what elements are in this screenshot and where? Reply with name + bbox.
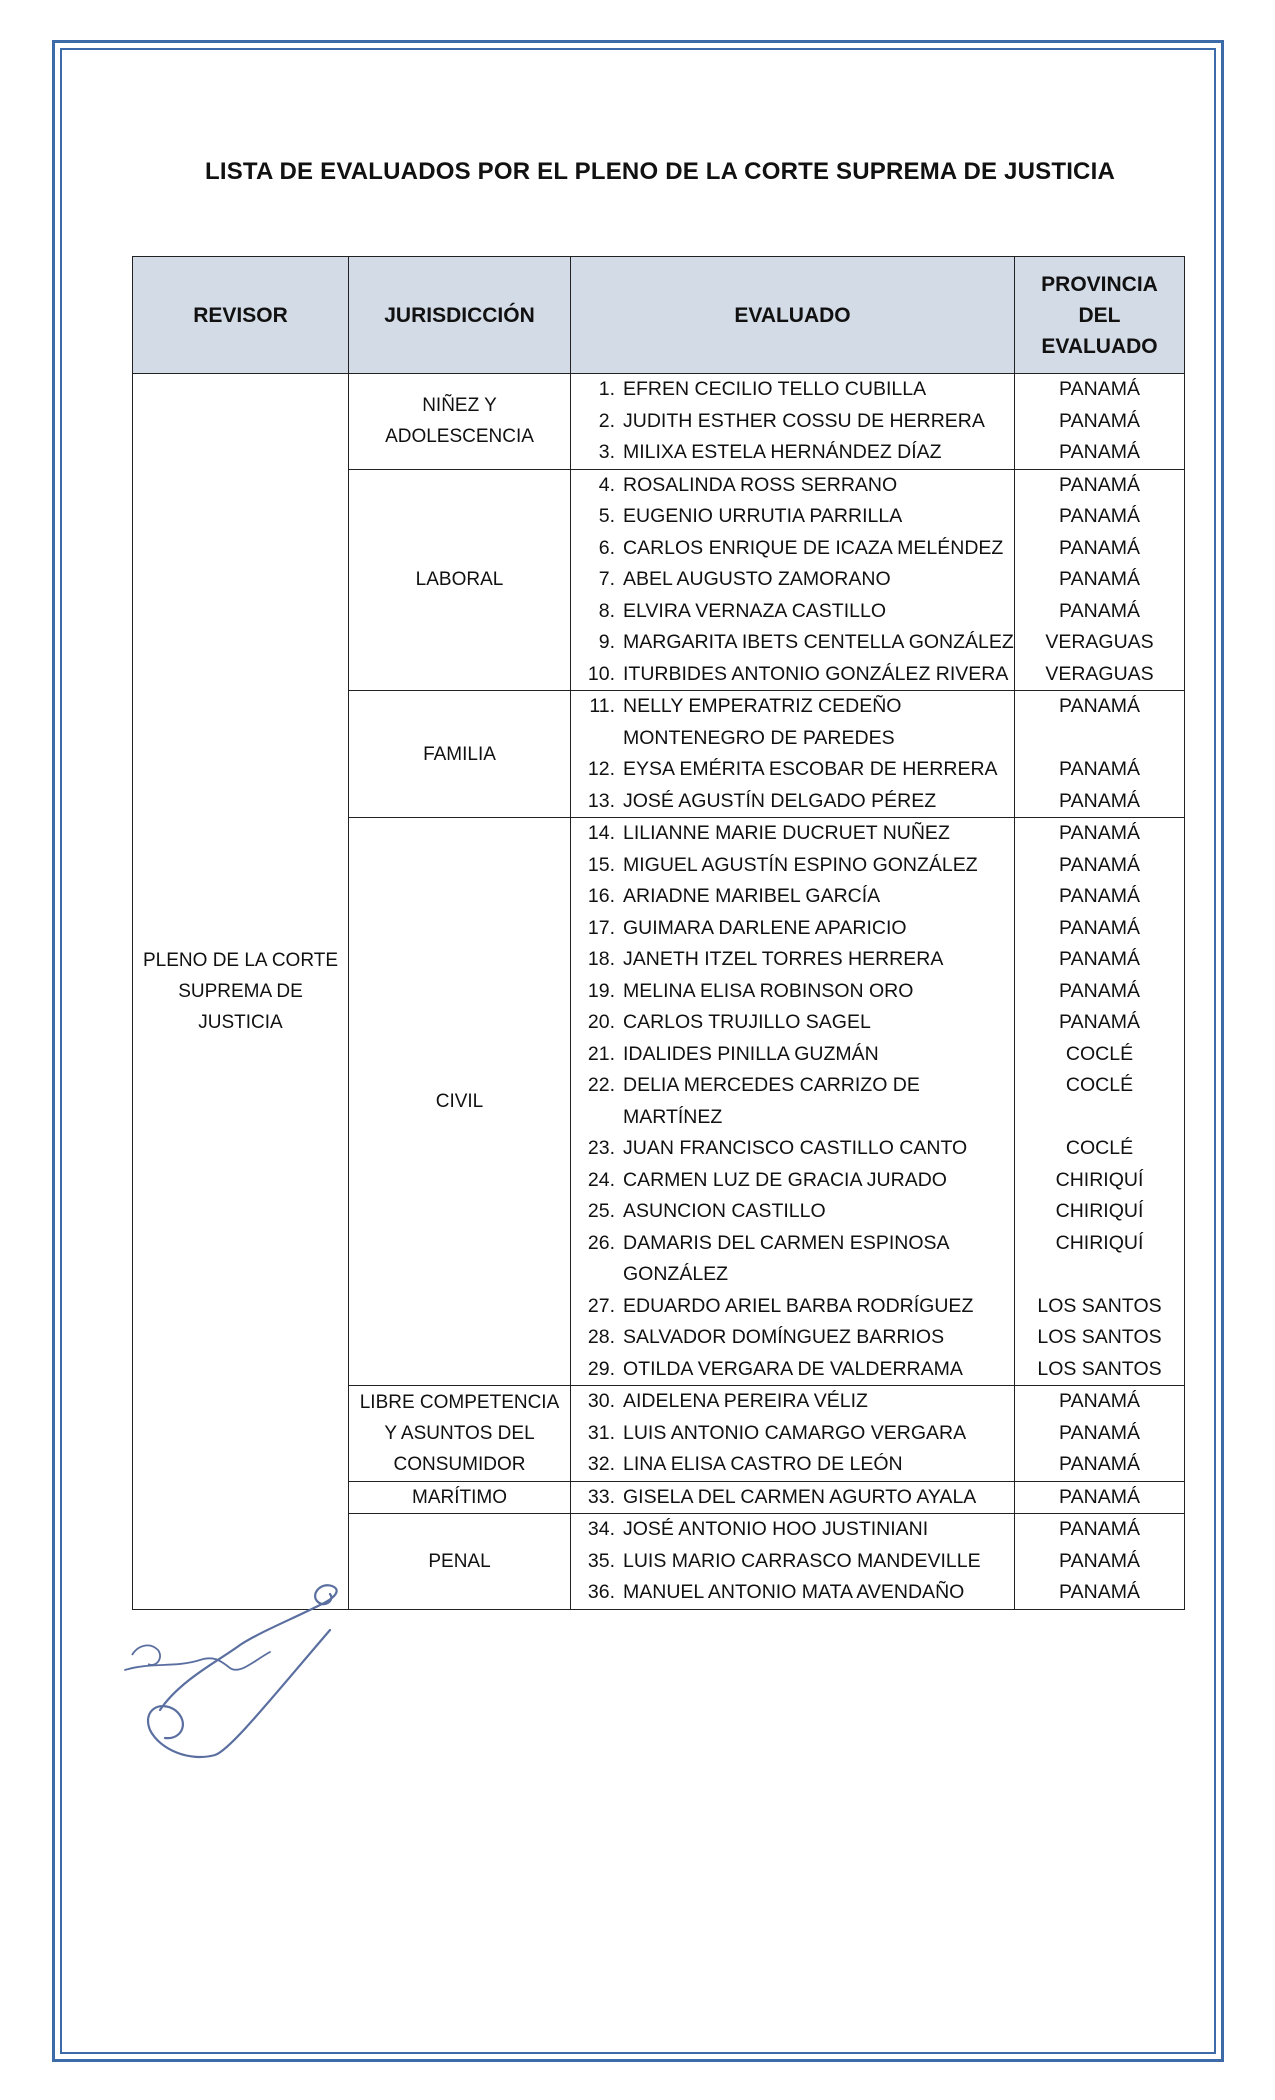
evaluado-number: 10. xyxy=(587,662,615,685)
provincia-value: CHIRIQUÍ xyxy=(1055,1231,1144,1254)
evaluado-name: LUIS ANTONIO CAMARGO VERGARA xyxy=(623,1421,967,1444)
evaluado-number: 36. xyxy=(587,1581,615,1603)
provincia-value: PANAMÁ xyxy=(1059,695,1140,717)
jurisdiccion-line: CIVIL xyxy=(435,1091,484,1112)
provincia-value: PANAMÁ xyxy=(1059,378,1140,400)
provincia-value: PANAMÁ xyxy=(1059,473,1140,496)
evaluado-name: ELVIRA VERNAZA CASTILLO xyxy=(623,599,886,622)
provincia-value: VERAGUAS xyxy=(1045,631,1154,653)
provincia-value: PANAMÁ xyxy=(1059,568,1140,590)
evaluado-row xyxy=(571,627,1014,659)
evaluado-number: 25. xyxy=(587,1200,615,1222)
revisor-cell xyxy=(133,374,349,1610)
evaluado-row xyxy=(571,1039,1014,1071)
provincia-value: PANAMÁ xyxy=(1059,441,1140,463)
provincia-value xyxy=(1015,1259,1184,1291)
evaluado-name: CARMEN LUZ DE GRACIA JURADO xyxy=(623,1168,947,1191)
jurisdiccion-line: LIBRE COMPETENCIA xyxy=(359,1391,560,1413)
evaluado-row xyxy=(571,754,1014,786)
evaluado-row xyxy=(571,1070,1014,1102)
provincias-cell xyxy=(1015,1386,1185,1482)
evaluado-name: IDALIDES PINILLA GUZMÁN xyxy=(623,1042,879,1065)
evaluado-name: MELINA ELISA ROBINSON ORO xyxy=(623,979,914,1002)
evaluado-name: NELLY EMPERATRIZ CEDEÑO xyxy=(623,695,902,717)
provincia-value: CHIRIQUÍ xyxy=(1055,1168,1144,1191)
header-provincia-line: DEL xyxy=(1078,303,1121,327)
evaluado-name: GUIMARA DARLENE APARICIO xyxy=(623,916,907,939)
evaluado-row xyxy=(571,1259,1014,1291)
evaluado-row xyxy=(571,1196,1014,1228)
provincia-value: PANAMÁ xyxy=(1059,1011,1140,1033)
provincias-cell xyxy=(1015,818,1185,1386)
evaluado-number: 22. xyxy=(587,1074,615,1096)
evaluado-row xyxy=(571,437,1014,469)
evaluado-number: 2. xyxy=(598,409,615,432)
evaluado-name: CARLOS ENRIQUE DE ICAZA MELÉNDEZ xyxy=(623,536,1004,559)
provincias-cell xyxy=(1015,469,1185,691)
provincia-value: PANAMÁ xyxy=(1059,885,1140,907)
evaluados-cell xyxy=(571,691,1015,818)
provincia-value: PANAMÁ xyxy=(1059,789,1140,812)
header-evaluado: EVALUADO xyxy=(571,257,1015,374)
jurisdiccion-cell xyxy=(349,1481,571,1514)
header-revisor: REVISOR xyxy=(133,257,349,374)
provincia-value: CHIRIQUÍ xyxy=(1055,1200,1144,1222)
provincia-value: COCLÉ xyxy=(1065,1042,1134,1065)
evaluado-row xyxy=(571,564,1014,596)
provincia-value: PANAMÁ xyxy=(1059,916,1140,939)
evaluado-number xyxy=(571,1259,623,1291)
provincia-value xyxy=(1015,723,1184,755)
evaluado-row xyxy=(571,1354,1014,1386)
evaluado-number: 8. xyxy=(598,599,615,622)
evaluado-number xyxy=(571,723,623,755)
provincia-value: LOS SANTOS xyxy=(1037,1294,1162,1317)
evaluado-number: 12. xyxy=(587,758,615,780)
provincia-value: PANAMÁ xyxy=(1059,505,1140,527)
evaluado-number: 30. xyxy=(587,1390,615,1412)
header-jurisdiccion: JURISDICCIÓN xyxy=(349,257,571,374)
evaluado-row xyxy=(571,850,1014,882)
evaluado-name: JOSÉ ANTONIO HOO JUSTINIANI xyxy=(623,1518,929,1540)
evaluados-cell xyxy=(571,818,1015,1386)
jurisdiccion-cell xyxy=(349,374,571,470)
evaluado-row xyxy=(571,501,1014,533)
evaluado-name: JUAN FRANCISCO CASTILLO CANTO xyxy=(623,1137,968,1159)
document-title: LISTA DE EVALUADOS POR EL PLENO DE LA CORTE SUPREMA DE JUSTICIA xyxy=(204,158,1115,185)
evaluado-number: 28. xyxy=(587,1326,615,1348)
jurisdiccion-cell xyxy=(349,818,571,1386)
provincias-cell xyxy=(1015,374,1185,470)
evaluado-name: DAMARIS DEL CARMEN ESPINOSA xyxy=(623,1231,950,1254)
provincia-value: PANAMÁ xyxy=(1059,822,1140,844)
evaluado-number: 13. xyxy=(587,789,615,812)
evaluado-name: SALVADOR DOMÍNGUEZ BARRIOS xyxy=(623,1326,945,1348)
evaluado-number: 3. xyxy=(598,441,615,463)
revisor-line: JUSTICIA xyxy=(198,1011,283,1033)
evaluados-cell xyxy=(571,1514,1015,1610)
provincia-value: PANAMÁ xyxy=(1059,758,1140,780)
jurisdiccion-line: Y ASUNTOS DEL xyxy=(384,1422,535,1444)
provincias-cell xyxy=(1015,691,1185,818)
jurisdiccion-line: MARÍTIMO xyxy=(412,1486,507,1508)
evaluados-cell xyxy=(571,374,1015,470)
evaluado-row xyxy=(571,1007,1014,1039)
provincias-cell xyxy=(1015,1514,1185,1610)
evaluado-row xyxy=(571,406,1014,438)
table-row xyxy=(133,374,1185,470)
provincia-value: PANAMÁ xyxy=(1059,599,1140,622)
evaluado-number: 26. xyxy=(587,1231,615,1254)
evaluado-name: ITURBIDES ANTONIO GONZÁLEZ RIVERA xyxy=(623,662,1009,685)
evaluado-row xyxy=(571,976,1014,1008)
provincia-value: PANAMÁ xyxy=(1059,409,1140,432)
revisor-line: SUPREMA DE xyxy=(178,980,303,1002)
evaluado-name: MONTENEGRO DE PAREDES xyxy=(623,726,895,749)
evaluado-name: EYSA EMÉRITA ESCOBAR DE HERRERA xyxy=(623,758,998,780)
evaluado-row xyxy=(571,1228,1014,1260)
evaluado-number: 5. xyxy=(598,505,615,527)
evaluado-number: 34. xyxy=(587,1518,615,1540)
evaluados-cell xyxy=(571,1481,1015,1514)
provincia-value: COCLÉ xyxy=(1065,1137,1134,1159)
evaluado-name: JANETH ITZEL TORRES HERRERA xyxy=(623,948,944,970)
evaluado-name: ASUNCION CASTILLO xyxy=(623,1200,826,1222)
evaluado-name: LINA ELISA CASTRO DE LEÓN xyxy=(623,1453,903,1475)
evaluado-number: 32. xyxy=(587,1453,615,1475)
provincia-value: PANAMÁ xyxy=(1059,1485,1140,1508)
header-provincia-line: EVALUADO xyxy=(1041,334,1158,358)
evaluado-row xyxy=(571,1322,1014,1354)
evaluado-number: 1. xyxy=(598,378,615,400)
evaluado-row xyxy=(571,1546,1014,1578)
evaluado-number: 24. xyxy=(587,1168,615,1191)
evaluado-name: LUIS MARIO CARRASCO MANDEVILLE xyxy=(623,1549,981,1572)
provincia-value: PANAMÁ xyxy=(1059,1549,1140,1572)
evaluado-number: 17. xyxy=(587,916,615,939)
evaluado-name: LILIANNE MARIE DUCRUET NUÑEZ xyxy=(623,822,950,844)
jurisdiccion-line: FAMILIA xyxy=(423,743,496,765)
jurisdiccion-cell xyxy=(349,1386,571,1482)
evaluado-row xyxy=(571,1291,1014,1323)
evaluado-name: MILIXA ESTELA HERNÁNDEZ DÍAZ xyxy=(623,441,942,463)
evaluado-row xyxy=(571,1514,1014,1546)
evaluado-row xyxy=(571,659,1014,691)
evaluado-row xyxy=(571,723,1014,755)
evaluado-number: 15. xyxy=(587,853,615,876)
evaluado-name: JOSÉ AGUSTÍN DELGADO PÉREZ xyxy=(623,789,937,812)
evaluado-name: GISELA DEL CARMEN AGURTO AYALA xyxy=(623,1485,977,1508)
evaluado-row xyxy=(571,374,1014,406)
evaluado-number: 9. xyxy=(598,631,615,653)
evaluado-number: 35. xyxy=(587,1549,615,1572)
evaluado-number: 29. xyxy=(587,1357,615,1380)
evaluado-name: OTILDA VERGARA DE VALDERRAMA xyxy=(623,1357,963,1380)
jurisdiccion-cell xyxy=(349,469,571,691)
jurisdiccion-line: CONSUMIDOR xyxy=(393,1453,526,1475)
evaluado-name: CARLOS TRUJILLO SAGEL xyxy=(623,1011,871,1033)
handwritten-signature xyxy=(120,1550,380,1810)
jurisdiccion-line: ADOLESCENCIA xyxy=(385,426,534,448)
evaluados-table xyxy=(132,256,1185,1610)
jurisdiccion-cell xyxy=(349,691,571,818)
provincias-cell xyxy=(1015,1481,1185,1514)
jurisdiccion-line: PENAL xyxy=(428,1550,491,1572)
evaluado-name: MARTÍNEZ xyxy=(623,1105,723,1128)
table-header-row xyxy=(133,257,1185,374)
evaluado-row xyxy=(571,1386,1014,1418)
evaluado-row xyxy=(571,470,1014,502)
provincia-value: PANAMÁ xyxy=(1059,1390,1140,1412)
evaluado-row xyxy=(571,1102,1014,1134)
evaluado-row xyxy=(571,533,1014,565)
evaluado-name: ROSALINDA ROSS SERRANO xyxy=(623,473,898,496)
provincia-value: PANAMÁ xyxy=(1059,979,1140,1002)
jurisdiccion-cell xyxy=(349,1514,571,1610)
evaluado-number: 11. xyxy=(589,695,615,717)
provincia-value: LOS SANTOS xyxy=(1037,1326,1162,1348)
evaluado-number: 33. xyxy=(587,1485,615,1508)
evaluado-number: 16. xyxy=(587,885,615,907)
revisor-line: PLENO DE LA CORTE xyxy=(143,949,338,971)
evaluado-row xyxy=(571,596,1014,628)
evaluado-name: ABEL AUGUSTO ZAMORANO xyxy=(623,568,891,590)
evaluado-row xyxy=(571,1577,1014,1609)
evaluado-row xyxy=(571,1418,1014,1450)
evaluado-row xyxy=(571,691,1014,723)
provincia-value: PANAMÁ xyxy=(1059,1581,1140,1603)
provincia-value: LOS SANTOS xyxy=(1037,1357,1162,1380)
jurisdiccion-line: LABORAL xyxy=(415,569,504,591)
evaluado-name: MARGARITA IBETS CENTELLA GONZÁLEZ xyxy=(623,631,1014,653)
evaluado-row xyxy=(571,1133,1014,1165)
evaluado-number: 31. xyxy=(587,1421,615,1444)
provincia-value: PANAMÁ xyxy=(1059,1453,1140,1475)
evaluado-name: DELIA MERCEDES CARRIZO DE xyxy=(623,1074,920,1096)
evaluado-name: ARIADNE MARIBEL GARCÍA xyxy=(623,885,881,907)
provincia-value: PANAMÁ xyxy=(1059,948,1140,970)
evaluado-name: MANUEL ANTONIO MATA AVENDAÑO xyxy=(623,1581,965,1603)
evaluados-cell xyxy=(571,469,1015,691)
evaluado-name: JUDITH ESTHER COSSU DE HERRERA xyxy=(623,409,985,432)
evaluado-name: AIDELENA PEREIRA VÉLIZ xyxy=(623,1390,868,1412)
evaluado-number: 18. xyxy=(587,948,615,970)
evaluado-row xyxy=(571,818,1014,850)
evaluado-number: 27. xyxy=(587,1294,615,1317)
provincia-value: PANAMÁ xyxy=(1059,536,1140,559)
evaluado-number: 7. xyxy=(598,568,615,590)
evaluado-row xyxy=(571,1482,1014,1514)
evaluado-row xyxy=(571,944,1014,976)
evaluado-number: 19. xyxy=(587,979,615,1002)
evaluado-number: 6. xyxy=(598,536,615,559)
evaluado-name: EUGENIO URRUTIA PARRILLA xyxy=(623,505,903,527)
evaluado-name: GONZÁLEZ xyxy=(623,1263,729,1285)
provincia-value: COCLÉ xyxy=(1065,1074,1134,1096)
evaluado-number: 23. xyxy=(587,1137,615,1159)
jurisdiccion-line: NIÑEZ Y xyxy=(422,395,497,417)
evaluados-cell xyxy=(571,1386,1015,1482)
evaluado-row xyxy=(571,913,1014,945)
header-provincia-line: PROVINCIA xyxy=(1041,272,1158,296)
evaluado-number: 20. xyxy=(587,1011,615,1033)
evaluado-name: EFREN CECILIO TELLO CUBILLA xyxy=(623,378,927,400)
evaluado-row xyxy=(571,881,1014,913)
table-body xyxy=(133,374,1185,1610)
evaluado-number: 21. xyxy=(587,1042,615,1065)
evaluado-number: 4. xyxy=(598,473,615,496)
provincia-value: VERAGUAS xyxy=(1045,662,1154,685)
evaluado-number: 14. xyxy=(587,822,615,844)
provincia-value xyxy=(1015,1102,1184,1134)
evaluado-row xyxy=(571,1449,1014,1481)
provincia-value: PANAMÁ xyxy=(1059,853,1140,876)
header-provincia xyxy=(1015,257,1185,374)
evaluado-row xyxy=(571,786,1014,818)
evaluado-name: MIGUEL AGUSTÍN ESPINO GONZÁLEZ xyxy=(623,853,978,876)
provincia-value: PANAMÁ xyxy=(1059,1518,1140,1540)
evaluado-name: EDUARDO ARIEL BARBA RODRÍGUEZ xyxy=(623,1294,974,1317)
provincia-value: PANAMÁ xyxy=(1059,1421,1140,1444)
evaluado-row xyxy=(571,1165,1014,1197)
evaluado-number xyxy=(571,1102,623,1134)
